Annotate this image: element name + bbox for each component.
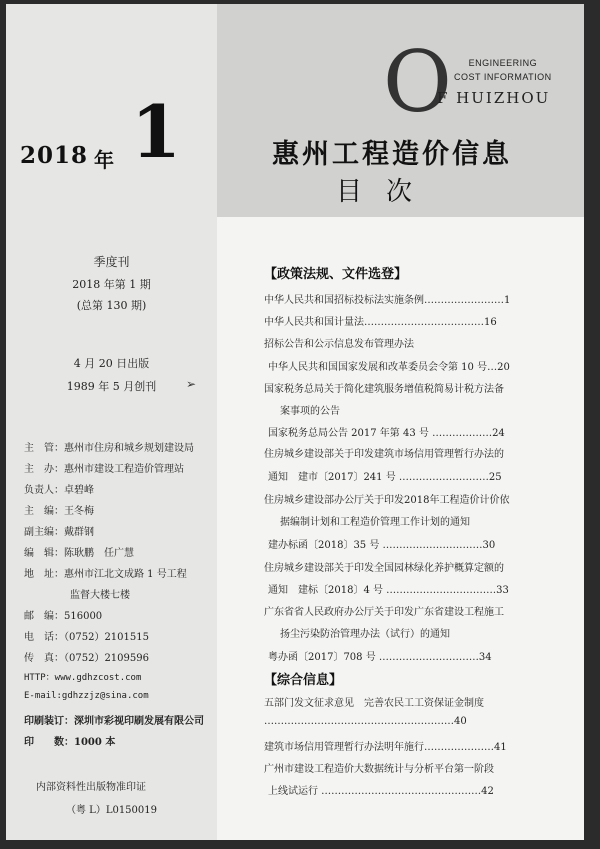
toc-line: 通知 建标〔2018〕4 号 ……………………………33	[268, 585, 509, 596]
toc-section-news: 【综合信息】	[264, 673, 343, 688]
toc-line: 招标公告和公示信息发布管理办法	[264, 339, 414, 350]
editor-in-chief: 主 编：王冬梅	[24, 506, 94, 517]
email: E-mail:gdhzzjz@sina.com	[24, 691, 149, 701]
toc-line: 案事项的公告	[280, 406, 340, 417]
editors: 编 辑：陈耿鹏 任广慧	[24, 548, 134, 559]
toc-line: …………………………………………………40	[264, 716, 467, 727]
toc-line: 粤办函〔2017〕708 号 …………………………34	[268, 652, 492, 663]
logo-english	[454, 56, 552, 84]
founded-date: 1989 年 5 月创刊	[66, 380, 157, 393]
logo-big-letter: O	[383, 33, 452, 131]
contents-heading: 目次	[336, 177, 437, 207]
toc-line: 住房城乡建设部关于印发全国园林绿化养护概算定额的	[264, 563, 504, 574]
toc-line: 据编制计划和工程造价管理工作计划的通知	[280, 517, 470, 528]
deputy-editor: 副主编：戴群钢	[24, 527, 94, 538]
address-line-2: 监督大楼七楼	[70, 590, 130, 601]
postcode: 邮 编：516000	[24, 611, 103, 622]
magazine-title: 惠州工程造价信息	[272, 139, 512, 170]
responsible-person: 负责人：卓碧峰	[24, 485, 94, 496]
cover-year: 2018	[20, 142, 89, 169]
toc-line: 建办标函〔2018〕35 号 …………………………30	[268, 540, 496, 551]
sponsor: 主 管：惠州市住房和城乡规划建设局	[24, 443, 194, 454]
logo-line-cost-information: COST INFORMATION	[454, 72, 552, 82]
logo-line-engineering: ENGINEERING	[468, 58, 538, 68]
issue-label: 2018 年第 1 期	[72, 278, 151, 291]
arrow-icon: ➢	[186, 377, 197, 391]
website: HTTP：www.gdhzcost.com	[24, 673, 142, 683]
cover-year-char: 年	[94, 148, 114, 172]
total-issue-label: (总第 130 期)	[76, 299, 147, 312]
fax: 传 真：（0752）2109596	[24, 653, 149, 664]
toc-line: 五部门发文征求意见 完善农民工工资保证金制度	[264, 698, 484, 709]
printer: 印刷装订：深圳市彩视印刷发展有限公司	[24, 716, 204, 727]
toc-line: 住房城乡建设部关于印发建筑市场信用管理暂行办法的	[264, 449, 504, 460]
toc-line: 中华人民共和国计量法………………………………16	[264, 317, 497, 328]
toc-line: 上线试运行 …………………………………………42	[268, 786, 494, 797]
scan-border	[584, 0, 594, 849]
print-count: 印 数：1000 本	[24, 737, 116, 748]
magazine-page	[6, 4, 590, 840]
toc-line: 国家税务总局公告 2017 年第 43 号 ………………24	[268, 428, 505, 439]
toc-line: 广州市建设工程造价大数据统计与分析平台第一阶段	[264, 764, 494, 775]
organizer: 主 办：惠州市建设工程造价管理站	[24, 464, 184, 475]
toc-line: 通知 建市〔2017〕241 号 ………………………25	[268, 472, 502, 483]
publish-date: 4 月 20 日出版	[73, 357, 150, 370]
logo-line-huizhou: F HUIZHOU	[437, 89, 551, 107]
permit-line-1: 内部资料性出版物准印证	[36, 782, 146, 793]
toc-line: 广东省省人民政府办公厅关于印发广东省建设工程施工	[264, 607, 504, 618]
quarterly-label: 季度刊	[93, 255, 130, 269]
address-line-1: 地 址：惠州市江北文成路 1 号工程	[24, 569, 187, 580]
toc-line: 建筑市场信用管理暂行办法明年施行…………………41	[264, 742, 507, 753]
toc-line: 国家税务总局关于简化建筑服务增值税简易计税方法备	[264, 384, 504, 395]
toc-line: 住房城乡建设部办公厅关于印发2018年工程造价计价依	[264, 495, 510, 506]
toc-line: 中华人民共和国国家发展和改革委员会令第 10 号…20	[268, 362, 510, 373]
cover-issue-number: 1	[131, 89, 182, 174]
toc-line: 中华人民共和国招标投标法实施条例……………………1	[264, 295, 511, 306]
toc-section-policy: 【政策法规、文件选登】	[264, 267, 408, 282]
permit-line-2: （粤 L）L0150019	[66, 805, 157, 816]
toc-line: 扬尘污染防治管理办法（试行）的通知	[280, 629, 450, 640]
phone: 电 话：（0752）2101515	[24, 632, 149, 643]
